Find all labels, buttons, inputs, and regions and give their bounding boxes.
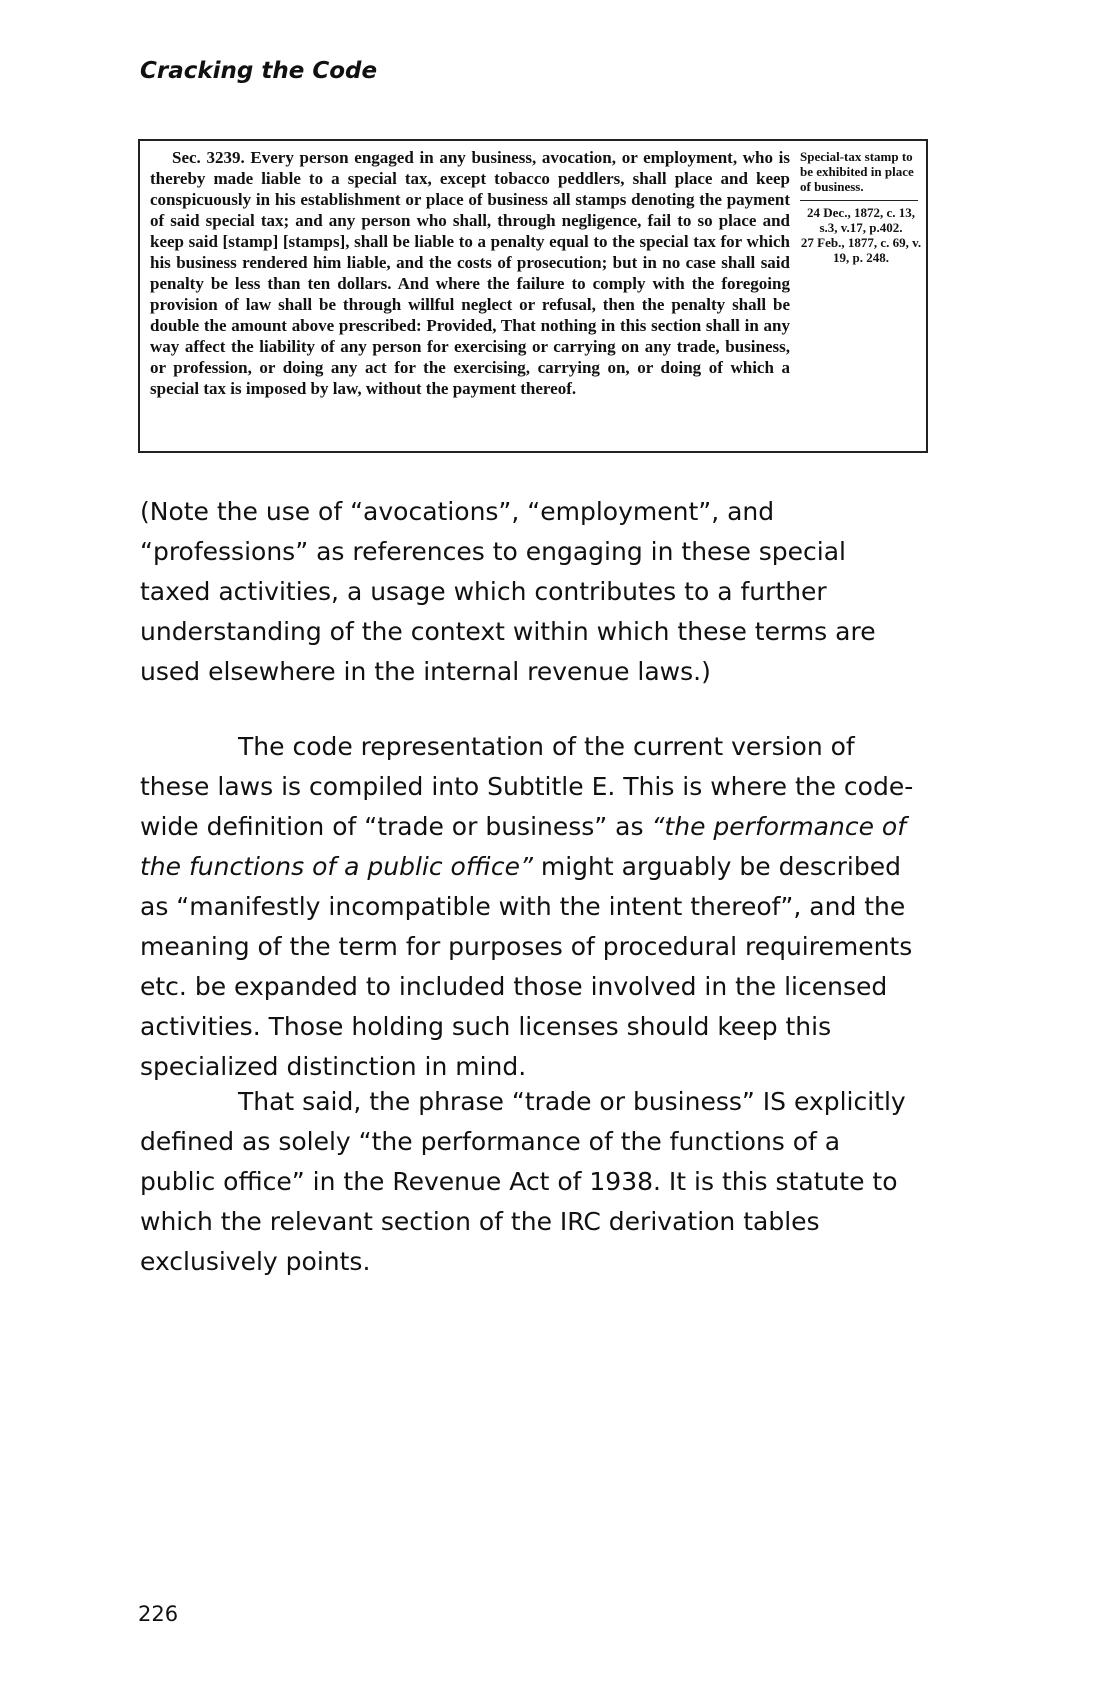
note-paragraph: (Note the use of “avocations”, “employment”, and “professions” as references to engaging in these special taxed activities, a usage which contributes to a further understanding of the context within which these terms are used elsewhere in the internal revenue laws.) — [140, 497, 876, 686]
margin-note — [800, 149, 922, 265]
running-header: Cracking the Code — [140, 58, 378, 84]
margin-citation-1: 24 Dec., 1872, c. 13, s.3, v.17, p.402. — [807, 205, 915, 235]
page-number: 226 — [138, 1602, 179, 1626]
margin-citation-2: 27 Feb., 1877, c. 69, v. 19, p. 248. — [800, 235, 922, 265]
statute-text: Sec. 3239. Every person engaged in any business, avocation, or employment, who is thereby made liable to a special tax, except tobacco peddlers, shall place and keep conspicuously in his establishment or place of business all stamps denoting the payment of said special tax; and any person who shall, through negligence, fail to so place and keep said [stamp] [stamps], shall be liable to a penalty equal to the special tax for which his business rendered him liable, and the costs of prosecution; but in no case shall said penalty be less than ten dollars. And where the failure to comply with the foregoing provision of law shall be through willful neglect or refusal, then the penalty shall be double the amount above prescribed: Provided, That nothing in this section shall in any way affect the liability of any person for exercising or carrying on any trade, business, or profession, or doing any act for the exercising, carrying on, or doing of which a special tax is imposed by law, without the payment thereof. — [150, 148, 790, 398]
subtitle-e-text-2: might arguably be described as “manifestly incompatible with the intent thereof”, and the meaning of the term for purposes of procedural requirements etc. be expanded to included those involved in the licensed activities. Those holding such licenses should keep this specialized distinction in mind. — [140, 852, 913, 1081]
revenue-act-text: That said, the phrase “trade or business” IS explicitly defined as solely “the performance of the functions of a public office” in the Revenue Act of 1938. It is this statute to which the relevant section of the IRC derivation tables exclusively points. — [140, 1087, 906, 1276]
revenue-act-paragraph — [140, 1082, 920, 1282]
statute-excerpt-image — [138, 139, 928, 453]
margin-divider — [800, 200, 918, 201]
subtitle-e-paragraph — [140, 727, 920, 1087]
subtitle-e-text-1: The code representation of the current version of these laws is compiled into Subtitle E. This is where the code-wide definition of “trade or business” as — [140, 732, 914, 841]
public-office-quote: “the performance of the functions of a public office” — [140, 812, 907, 881]
margin-note-heading: Special-tax stamp to be exhibited in place of business. — [800, 149, 914, 194]
